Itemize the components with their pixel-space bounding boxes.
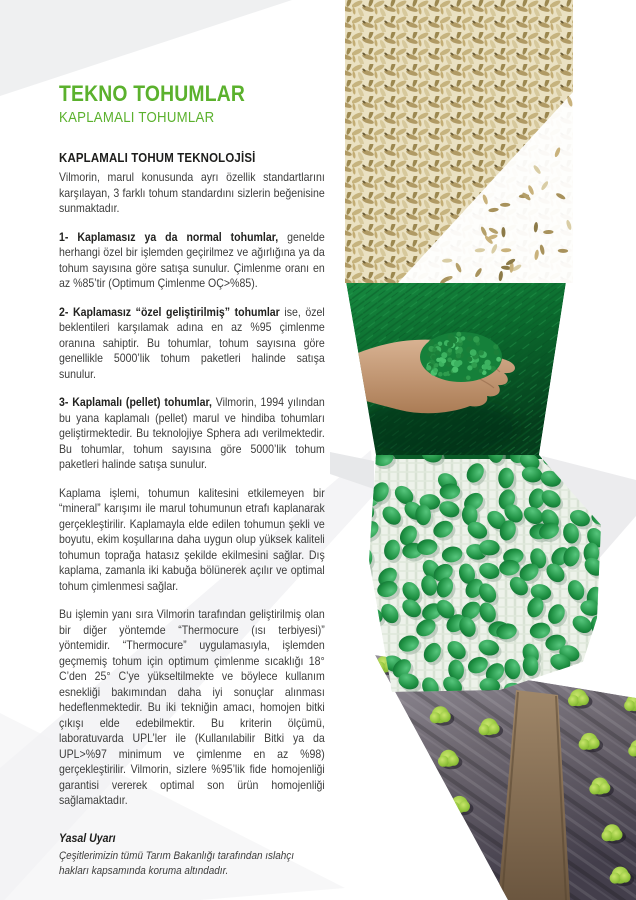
paragraph-body: Kaplama işlemi, tohumun kalitesini etkilemeyen bir “mineral” karışımı ile marul tohumunun etrafı kaplanarak gerçekleştirilir. Kaplamayla elde edilen tohumun şekli ve boyutu, ekim koşullarına daha uygun olup yüksek kaliteli tohumun toprağa hatasız şekilde ekilmesini sağlar. Dış kaplama, zamanla iki kabuğa bölünerek açılır ve optimal tohum çimlenmesi sağlar. — [59, 485, 325, 593]
text-column — [59, 82, 325, 879]
paragraph-pellet-seeds — [59, 395, 325, 473]
legal-text: Çeşitlerimizin tümü Tarım Bakanlığı tarafından ıslahçı hakları kapsamında koruma altındadır. — [59, 850, 295, 877]
lettuce-field-photo — [374, 655, 636, 900]
paragraph-lead: 3- Kaplamalı (pellet) tohumlar, — [59, 395, 212, 409]
section-heading: KAPLAMALI TOHUM TEKNOLOJİSİ — [59, 150, 256, 165]
paragraph-lead: 1- Kaplamasız ya da normal tohumlar, — [59, 229, 279, 244]
legal-heading: Yasal Uyarı — [59, 830, 116, 845]
paragraph-coating-process — [59, 486, 325, 595]
paragraph-body: Vilmorin, 1994 yılından bu yana kaplamalı (pellet) marul ve hindiba tohumları geliştirmektedir. Bu teknolojiye Sphera adı verilmektedir. Bu tohumlar, tohum sayısına göre 5000’lik tohum paketleri halinde satışa sunulur. — [59, 395, 325, 471]
page-title: TEKNO TOHUMLAR — [59, 81, 246, 106]
intro-paragraph: Vilmorin, marul konusunda ayrı özellik standartlarını karşılayan, 3 farklı tohum standardını sizlerin beğenisine sunmaktadır. — [59, 170, 325, 215]
raw-seeds-photo — [345, 0, 573, 285]
paragraph-thermocure — [59, 607, 325, 809]
paragraph-lead: 2- Kaplamasız “özel geliştirilmiş” tohumlar — [59, 304, 280, 319]
page-subtitle: KAPLAMALI TOHUMLAR — [59, 109, 215, 126]
hand-with-pellets-photo — [346, 282, 566, 458]
paragraph-uncoated-seeds — [59, 230, 325, 292]
paragraph-special-seeds — [59, 305, 325, 383]
paragraph-body: Bu işlemin yanı sıra Vilmorin tarafından geliştirilmiş olan bir diğer yöntemde “Thermocure (ısı terbiyesi)” yöntemidir. “Thermocure” uygulamasıyla, işlemden geçmemiş tohum için optimum çimlenme sıcaklığı 18° C’den 25° C’ye yükseltilmekte ve böylece kullanım esnekliği bakımından daha iyi sonuçlar alınması hedeflenmektedir. Bu iki tekniğin amacı, homojen bitki çıkışı elde edebilmektir. Bu kriterin ölçümü, laboratuvarda UPL’ler ile (Kullanılabilir Bitki ya da UPL>%97 minimum ve çimlenme en az %98) gerçekleştirilir. Vilmorin, sizlere %95’lik fide homojenliği garantisi vererek optimal son ürün homojenliği sağlamaktadır. — [59, 607, 325, 807]
paragraph-body: ise, özel beklentileri karşılamak adına en az %95 çimlenme oranına sahiptir. Bu tohumlar, tohum sayısına göre genellikle 5000’lik tohum paketleri halinde satışa sunulur. — [59, 304, 325, 381]
paragraph-body: genelde herhangi özel bir işlemden geçirilmez ve ağırlığına ya da tohum sayısına göre satışa sunulur. Çimlenme oranı en az %85’tir (Optimum Çimlenme OÇ>%85). — [59, 229, 325, 290]
